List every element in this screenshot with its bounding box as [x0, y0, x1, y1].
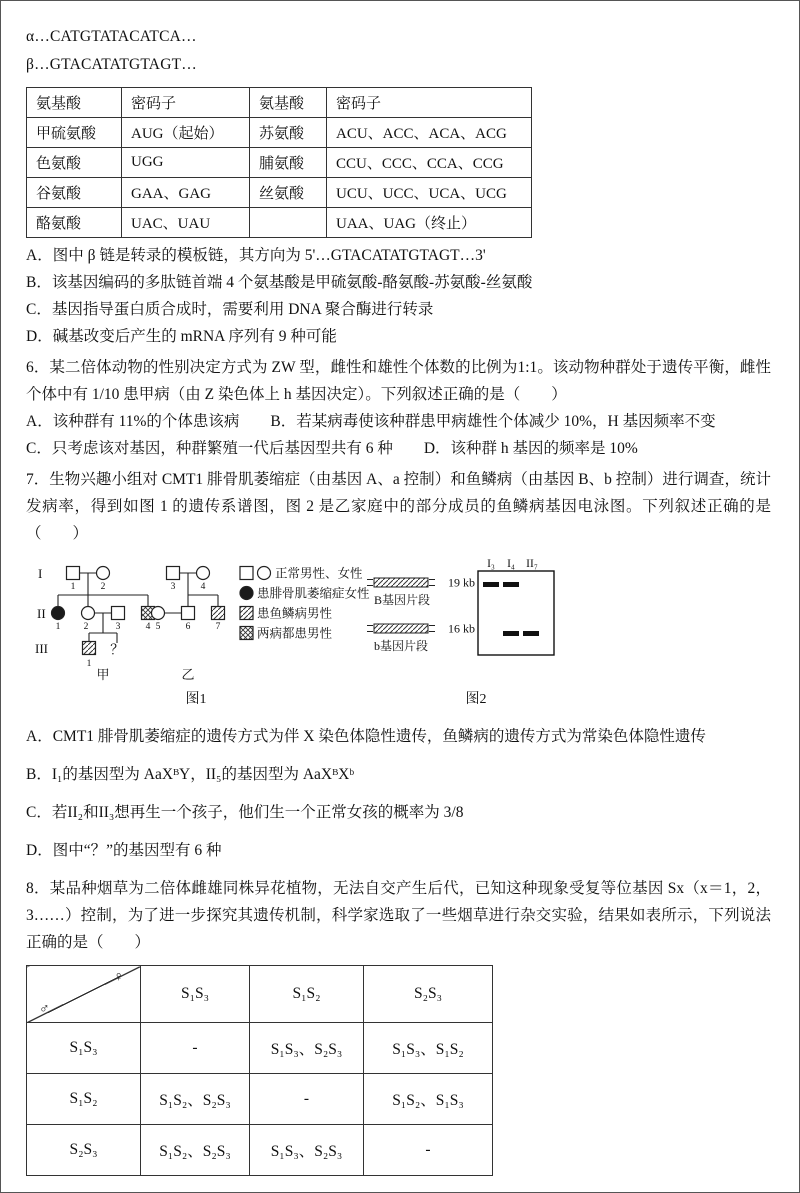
female-symbol: ♀	[113, 970, 124, 985]
gel-figure	[367, 558, 554, 707]
pedigree-symbols	[52, 567, 225, 655]
cross-cell: S₁S₂、S₂S₃	[141, 1074, 250, 1125]
codon-header: 氨基酸	[250, 88, 327, 118]
cross-cell: -	[250, 1074, 364, 1125]
yi-II5-normal-female-symbol	[152, 607, 165, 620]
cross-col-header: S₂S₃	[364, 966, 493, 1023]
codon-cell: 脯氨酸	[250, 148, 327, 178]
yi-II6-number: 6	[185, 622, 191, 632]
legend-label-normal: 正常男性、女性	[275, 566, 363, 581]
band-19kb-lane-I3	[483, 582, 499, 587]
pedigree-and-gel-figure	[28, 555, 568, 707]
jia-I1-normal-male-symbol	[67, 567, 80, 580]
band-size-icons	[367, 576, 475, 654]
q5-option-b: B．该基因编码的多肽链首端 4 个氨基酸是甲硫氨酸-酪氨酸-苏氨酸-丝氨酸	[26, 274, 533, 291]
b-fragment-size: 19 kb	[448, 575, 475, 590]
jia-II2-number: 2	[83, 622, 89, 632]
cross-row-header: S₂S₃	[27, 1125, 141, 1176]
bb-fragment-size: 16 kb	[448, 621, 475, 636]
gel-lane-label-I4: I₄	[507, 558, 515, 570]
q6-options-cd: C．只考虑该对基因，种群繁殖一代后基因型共有 6 种 D．该种群 h 基因的频率是 10%	[26, 440, 638, 457]
yi-I3-number: 3	[170, 582, 176, 592]
yi-II5-number: 5	[155, 622, 161, 632]
codon-cell: UAC、UAU	[122, 208, 250, 238]
codon-cell: UGG	[122, 148, 250, 178]
bb-fragment-label: b基因片段	[374, 639, 429, 653]
q8-stem: 8．某品种烟草为二倍体雌雄同株异花植物，无法自交产生后代，已知这种现象受复等位基因 Sx（x＝1，2，3……）控制，为了进一步探究其遗传机制，科学家选取了一些烟草进行杂交实验，结果如表所示，下列说法正确的是（ ）	[26, 880, 771, 951]
jia-I1-number: 1	[70, 582, 76, 592]
q5-option-d: D．碱基改变后产生的 mRNA 序列有 9 种可能	[26, 328, 337, 345]
codon-cell: 酪氨酸	[27, 208, 122, 238]
cross-row	[27, 1074, 493, 1125]
cross-cell: -	[141, 1023, 250, 1074]
cross-col-header: S₁S₃	[141, 966, 250, 1023]
q7-option-b: B．I₁的基因型为 AaXᴮY，II₅的基因型为 AaXᴮXᵇ	[26, 766, 355, 783]
generation-label-3: III	[35, 641, 48, 656]
generation-label-1: I	[38, 566, 43, 581]
q7-option-d: D．图中“？”的基因型有 6 种	[26, 842, 222, 859]
male-symbol: ♂	[39, 1002, 50, 1017]
codon-table	[26, 87, 532, 238]
codon-cell: CCU、CCC、CCA、CCG	[327, 148, 532, 178]
codon-header: 密码子	[122, 88, 250, 118]
codon-cell: AUG（起始）	[122, 118, 250, 148]
yi-I4-number: 4	[200, 582, 206, 592]
band-16kb-lane-II7	[523, 631, 539, 636]
legend-label-both-male: 两病都患男性	[257, 626, 333, 641]
jia-II3-number: 3	[115, 622, 121, 632]
yi-II7-ichthyosis-male-symbol	[212, 607, 225, 620]
codon-header: 氨基酸	[27, 88, 122, 118]
cross-col-header: S₁S₂	[250, 966, 364, 1023]
q6-options-ab: A．该种群有 11%的个体患该病 B．若某病毒使该种群患甲病雄性个体减少 10%，H 基因频率不变	[26, 413, 716, 430]
cross-header-row	[27, 966, 493, 1023]
b-fragment-label: B基因片段	[374, 593, 431, 607]
codon-cell: GAA、GAG	[122, 178, 250, 208]
figure1-caption: 图1	[185, 692, 207, 707]
bb-fragment-icon	[374, 624, 428, 633]
cross-cell: S₁S₃、S₂S₃	[250, 1125, 364, 1176]
cross-results-table	[26, 965, 493, 1176]
codon-row	[27, 208, 532, 238]
codon-header-row	[27, 88, 532, 118]
yi-II7-number: 7	[215, 622, 221, 632]
yi-I3-normal-male-symbol	[167, 567, 180, 580]
unknown-individual-mark: ？	[110, 642, 124, 657]
codon-cell: 谷氨酸	[27, 178, 122, 208]
cross-cell: S₁S₂、S₁S₃	[364, 1074, 493, 1125]
cross-row	[27, 1125, 493, 1176]
generation-label-2: II	[37, 606, 46, 621]
legend-cmt-female-icon	[240, 587, 253, 600]
figure2-caption: 图2	[465, 692, 487, 707]
q7-option-c: C．若II₂和II₃想再生一个孩子，他们生一个正常女孩的概率为 3/8	[26, 804, 464, 821]
codon-cell: 丝氨酸	[250, 178, 327, 208]
codon-cell: ACU、ACC、ACA、ACG	[327, 118, 532, 148]
yi-II6-normal-male-symbol	[182, 607, 195, 620]
jia-III1-ichthyosis-male-symbol	[83, 642, 96, 655]
codon-cell: 甲硫氨酸	[27, 118, 122, 148]
cross-cell: S₁S₂、S₂S₃	[141, 1125, 250, 1176]
gel-lane-label-I3: I₃	[487, 558, 495, 570]
legend-label-ichthyosis-male: 患鱼鳞病男性	[257, 606, 333, 621]
jia-II1-cmt-affected-female-symbol	[52, 607, 65, 620]
cross-row-header: S₁S₃	[27, 1023, 141, 1074]
family-jia-label: 甲	[96, 667, 110, 682]
dna-strand-beta: β…GTACATATGTAGT…	[26, 56, 197, 73]
family-yi-label: 乙	[181, 667, 195, 682]
yi-I4-normal-female-symbol	[197, 567, 210, 580]
codon-cell: UAA、UAG（终止）	[327, 208, 532, 238]
q5-option-a: A．图中 β 链是转录的模板链，其方向为 5'…GTACATATGTAGT…3'	[26, 247, 486, 264]
q5-option-c: C．基因指导蛋白质合成时，需要利用 DNA 聚合酶进行转录	[26, 301, 434, 318]
jia-II4-number: 4	[145, 622, 151, 632]
codon-cell: 色氨酸	[27, 148, 122, 178]
codon-row	[27, 178, 532, 208]
codon-row	[27, 148, 532, 178]
codon-cell: UCU、UCC、UCA、UCG	[327, 178, 532, 208]
pedigree-legend	[240, 566, 370, 641]
codon-cell: 苏氨酸	[250, 118, 327, 148]
legend-label-cmt-female: 患腓骨肌萎缩症女性	[257, 586, 370, 601]
cross-row-header: S₁S₂	[27, 1074, 141, 1125]
codon-header: 密码子	[327, 88, 532, 118]
jia-II1-number: 1	[55, 622, 61, 632]
cross-cell: -	[364, 1125, 493, 1176]
q7-option-a: A．CMT1 腓骨肌萎缩症的遗传方式为伴 X 染色体隐性遗传，鱼鳞病的遗传方式为常染色体隐性遗传	[26, 728, 706, 745]
cross-row	[27, 1023, 493, 1074]
codon-cell	[250, 208, 327, 238]
q7-stem: 7．生物兴趣小组对 CMT1 腓骨肌萎缩症（由基因 A、a 控制）和鱼鳞病（由基因 B、b 控制）进行调查，统计发病率，得到如图 1 的遗传系谱图，图 2 是乙家庭中的部分成员的鱼鳞病基因电泳图。下列叙述正确的是（ ）	[26, 471, 771, 542]
jia-II3-normal-male-symbol	[112, 607, 125, 620]
band-19kb-lane-I4	[503, 582, 519, 587]
q6-stem: 6．某二倍体动物的性别决定方式为 ZW 型，雌性和雄性个体数的比例为1:1。该动物种群处于遗传平衡，雌性个体中有 1/10 患甲病（由 Z 染色体上 h 基因决定）。下列叙述正确的是（ ）	[26, 359, 771, 403]
codon-row	[27, 118, 532, 148]
jia-I2-number: 2	[100, 582, 106, 592]
cross-cell: S₁S₃、S₂S₃	[250, 1023, 364, 1074]
band-16kb-lane-I4	[503, 631, 519, 636]
legend-normal-male-icon	[240, 567, 253, 580]
gel-lane-label-II7: II₇	[526, 558, 538, 570]
jia-I2-normal-female-symbol	[97, 567, 110, 580]
jia-III1-number: 1	[86, 659, 92, 669]
cross-cell: S₁S₃、S₁S₂	[364, 1023, 493, 1074]
cross-corner-cell	[27, 966, 141, 1023]
b-fragment-icon	[374, 578, 428, 587]
q7-figure	[28, 555, 771, 712]
legend-normal-female-icon	[258, 567, 271, 580]
dna-strand-alpha: α…CATGTATACATCA…	[26, 28, 197, 45]
legend-both-diseases-male-icon	[240, 627, 253, 640]
jia-II2-normal-female-symbol	[82, 607, 95, 620]
legend-ichthyosis-male-icon	[240, 607, 253, 620]
